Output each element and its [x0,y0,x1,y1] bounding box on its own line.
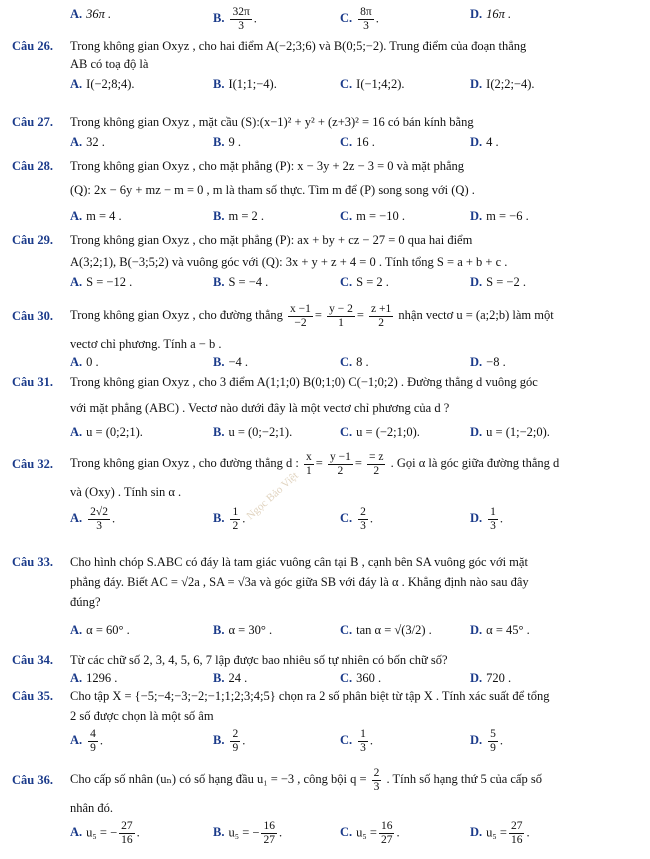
question-text: Từ các chữ số 2, 3, 4, 5, 6, 7 lập được bao nhiêu số tự nhiên có bốn chữ số? [70,653,448,667]
option-row: A. u₅ = − $\frac{27}{16}$ . B. u₅ = − $\frac{16}{27}$ . C. u₅ = $\frac{16}{27}$ . D. u₅ = $\frac{27}{16}$ . [70,820,530,846]
fraction: $\frac{2}{3}$ [373,766,380,793]
question-text: và (Oxy) . Tính sin α . [70,485,182,499]
question-text: Trong không gian Oxyz , cho đường thẳng d : $\frac{x}{1}$ = $\frac{y -1}{2}$ = $\frac{= z}{2}$ . Gọi α là góc giữa đường thẳng d [70,450,560,477]
question-text: A(3;2;1), B(−3;5;2) và vuông góc với (Q): 3x + y + z + 4 = 0 . Tính tổng S = a + b + c . [70,255,508,269]
question-text: Cho tập X = {−5;−4;−3;−2;−1;1;2;3;4;5} chọn ra 2 số phân biệt từ tập X . Tính xác suất để tổng [70,689,550,703]
option-row: A. $\frac{4}{9}$ . B. $\frac{2}{9}$ . C. $\frac{1}{3}$ . D. $\frac{5}{9}$ . [70,728,504,754]
question-number: Câu 28. [12,159,53,173]
option-label: C. [340,11,353,26]
option-text: 16π . [486,7,512,21]
question-text: Trong không gian Oxyz , cho đường thẳng $\frac{x -1}{-2}$ = $\frac{y - 2}{1}$ = $\frac{z +1}{2}$ nhận vectơ u = (a;2;b) làm một [70,302,554,329]
question-number: Câu 33. [12,555,53,569]
option-label: A. [70,7,83,21]
question-text: phẳng đáy. Biết AC = √2a , SA = √3a và góc giữa SB với đáy là α . Khẳng định nào sau đây [70,575,529,589]
option-row: A. $\frac{2√2}{3}$ . B. $\frac{1}{2}$ . C. $\frac{2}{3}$ . D. $\frac{1}{3}$ . [70,506,504,532]
question-number: Câu 27. [12,115,53,129]
question-number: Câu 35. [12,689,53,703]
question-text: Trong không gian Oxyz , cho 3 điểm A(1;1;0) B(0;1;0) C(−1;0;2) . Đường thẳng d vuông góc [70,375,538,389]
question-text: với mặt phẳng (ABC) . Vectơ nào dưới đây là một vectơ chỉ phương của d ? [70,401,450,415]
question-text: vectơ chỉ phương. Tính a − b . [70,337,222,351]
question-text: Trong không gian Oxyz , cho mặt phẳng (P): ax + by + cz − 27 = 0 qua hai điểm [70,233,473,247]
fraction: $\frac{32\pi}{3}$ [232,6,250,32]
fraction: $\frac{= z}{2}$ [369,450,384,477]
question-number: Câu 32. [12,457,53,471]
fraction: $\frac{x -1}{-2}$ [290,302,311,329]
question-text: 2 số được chọn là một số âm [70,709,214,723]
question-number: Câu 34. [12,653,53,667]
fraction: $\frac{y -1}{2}$ [329,450,351,477]
fraction: $\frac{x}{1}$ [306,450,312,477]
question-number: Câu 31. [12,375,53,389]
fraction: $\frac{z +1}{2}$ [371,302,392,329]
question-text: Trong không gian Oxyz , cho mặt phẳng (P): x − 3y + 2z − 3 = 0 và mặt phẳng [70,159,465,173]
question-text: Cho hình chóp S.ABC có đáy là tam giác vuông cân tại B , cạnh bên SA vuông góc với mặt [70,555,528,569]
question-text: Cho cấp số nhân (uₙ) có số hạng đầu u₁ = −3 , công bội q = $\frac{2}{3}$ . Tính số hạng thứ 5 của cấp số [70,766,542,793]
option-label: B. [213,11,225,26]
question-text: Trong không gian Oxyz , cho hai điểm A(−2;3;6) và B(0;5;−2). Trung điểm của đoạn thẳng [70,39,527,53]
question-number: Câu 36. [12,773,53,787]
question-text: nhân đó. [70,801,114,815]
option-label: D. [470,7,483,21]
question-text: (Q): 2x − 6y + mz − m = 0 , m là tham số thực. Tìm m để (P) song song với (Q) . [70,183,475,197]
question-text: Trong không gian Oxyz , mặt cầu (S):(x−1)² + y² + (z+3)² = 16 có bán kính bằng [70,115,474,129]
question-text: đúng? [70,595,101,609]
question-number: Câu 29. [12,233,53,247]
question-text: AB có toạ độ là [70,57,149,71]
fraction: $\frac{8\pi}{3}$ [360,6,372,32]
watermark: Ngọc Bảo Việt [244,469,301,523]
question-number: Câu 30. [12,309,53,323]
fraction: $\frac{y - 2}{1}$ [329,302,353,329]
option-text: 36π . [86,7,112,21]
top-option-row: A. 36π . B. $\frac{32\pi}{3}$ . C. $\frac{8\pi}{3}$ . D. 16π . [70,6,512,32]
question-number: Câu 26. [12,39,53,53]
